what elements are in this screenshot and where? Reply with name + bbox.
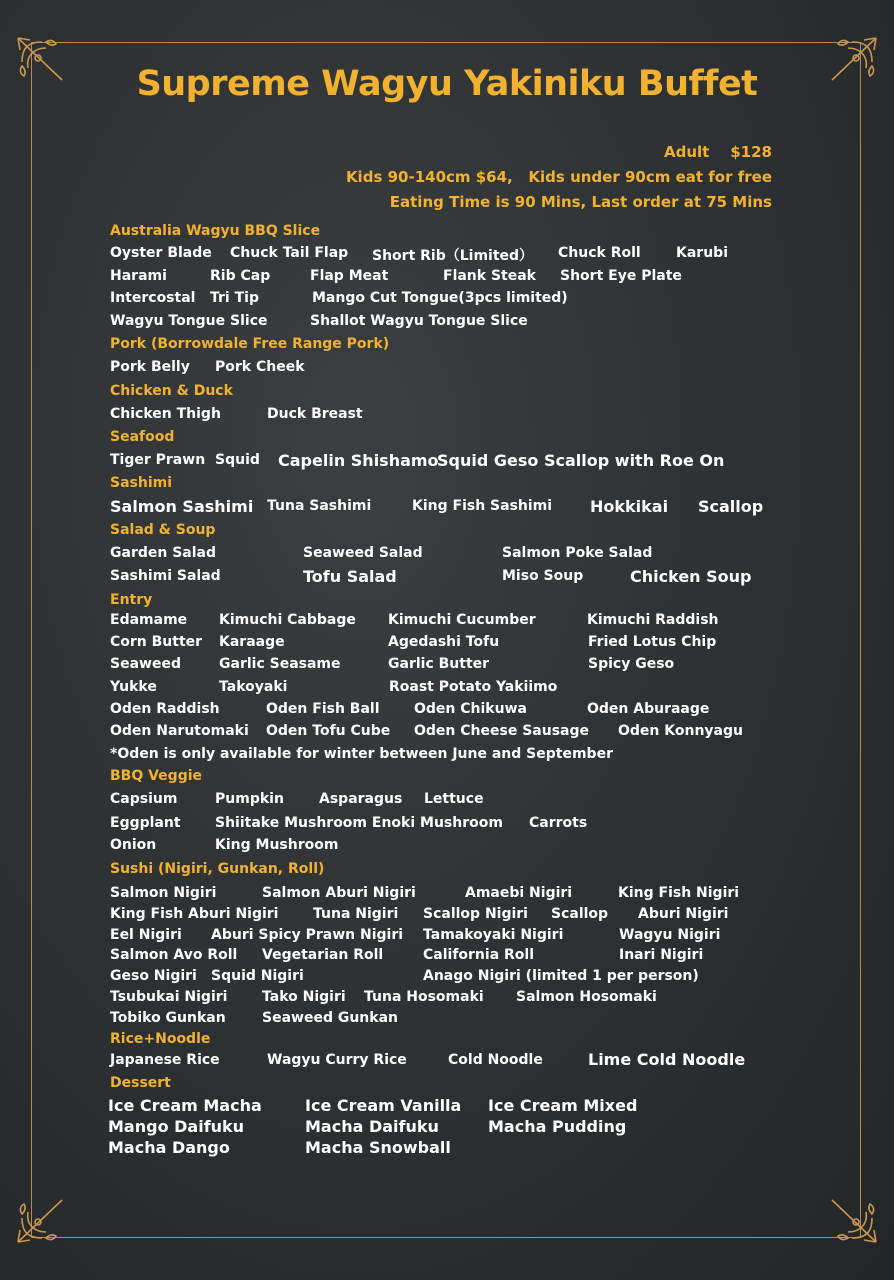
menu-item: Sashimi Salad (110, 568, 221, 584)
menu-item: Macha Dango (108, 1138, 230, 1157)
section-heading-chicken: Chicken & Duck (110, 383, 233, 399)
menu-item: Lettuce (424, 791, 484, 807)
menu-item: Spicy Geso (588, 656, 675, 672)
menu-item: Garden Salad (110, 545, 216, 561)
corner-ornament-icon (828, 1194, 878, 1244)
menu-item: Scallop Nigiri (423, 906, 528, 922)
menu-item: Tsubukai Nigiri (110, 989, 228, 1005)
menu-item: Aburi Spicy Prawn Nigiri (211, 927, 404, 943)
menu-item: Tuna Nigiri (313, 906, 399, 922)
menu-item: Intercostal (110, 290, 196, 306)
menu-item: Anago Nigiri (limited 1 per person) (423, 968, 699, 984)
menu-item: Eggplant (110, 815, 181, 831)
section-heading-veggie: BBQ Veggie (110, 768, 203, 784)
menu-item: Flank Steak (443, 268, 536, 284)
menu-item: Amaebi Nigiri (465, 885, 573, 901)
menu-item: Squid Geso (437, 451, 539, 470)
menu-item: Scallop with Roe On (544, 451, 725, 470)
menu-item: Edamame (110, 612, 188, 628)
menu-item: Salmon Avo Roll (110, 947, 238, 963)
menu-item: Karaage (219, 634, 285, 650)
menu-item: Squid Nigiri (211, 968, 304, 984)
menu-item: Oden Raddish (110, 701, 220, 717)
menu-item: Roast Potato Yakiimo (389, 679, 558, 695)
menu-item: Tobiko Gunkan (110, 1010, 226, 1026)
menu-item: Oden Konnyagu (618, 723, 743, 739)
menu-item: Karubi (676, 245, 728, 261)
menu-item: Capsium (110, 791, 178, 807)
menu-item: Carrots (529, 815, 588, 831)
menu-item: King Fish Nigiri (618, 885, 740, 901)
entry-note: *Oden is only available for winter between June and September (110, 746, 613, 762)
menu-item: Capelin Shishamo (278, 451, 439, 470)
menu-item: Shallot Wagyu Tongue Slice (310, 313, 528, 329)
menu-item: Oden Chikuwa (414, 701, 527, 717)
section-heading-sushi: Sushi (Nigiri, Gunkan, Roll) (110, 861, 325, 877)
menu-item: Shiitake Mushroom Enoki Mushroom (215, 815, 503, 831)
menu-item: Harami (110, 268, 167, 284)
menu-item: Seaweed (110, 656, 181, 672)
menu-item: Tako Nigiri (262, 989, 346, 1005)
menu-item: Tri Tip (210, 290, 259, 306)
menu-item: Corn Butter (110, 634, 203, 650)
menu-item: Yukke (110, 679, 157, 695)
menu-item: Seaweed Gunkan (262, 1010, 398, 1026)
menu-item: Aburi Nigiri (638, 906, 729, 922)
menu-item: Kimuchi Cabbage (219, 612, 356, 628)
section-heading-pork: Pork (Borrowdale Free Range Pork) (110, 336, 390, 352)
menu-item: Macha Daifuku (305, 1117, 439, 1136)
menu-item: Ice Cream Vanilla (305, 1096, 462, 1115)
price-kids: Kids 90-140cm $64, Kids under 90cm eat for free (345, 168, 772, 186)
menu-item: Salmon Sashimi (110, 497, 254, 516)
menu-item: Chicken Thigh (110, 406, 221, 422)
menu-item: Oden Aburaage (587, 701, 710, 717)
menu-item: Wagyu Tongue Slice (110, 313, 268, 329)
menu-item: Mango Daifuku (108, 1117, 245, 1136)
menu-item: Vegetarian Roll (262, 947, 384, 963)
menu-item: Wagyu Nigiri (619, 927, 721, 943)
menu-item: Pork Cheek (215, 359, 305, 375)
eating-time: Eating Time is 90 Mins, Last order at 75 Mins (389, 193, 772, 211)
menu-item: Scallop (698, 497, 764, 516)
menu-item: Duck Breast (267, 406, 363, 422)
menu-item: Squid (215, 452, 260, 468)
menu-item: Agedashi Tofu (388, 634, 500, 650)
menu-item: Inari Nigiri (619, 947, 704, 963)
menu-item: Macha Pudding (488, 1117, 627, 1136)
menu-item: King Fish Sashimi (412, 498, 553, 514)
menu-item: Miso Soup (502, 568, 584, 584)
section-heading-wagyu: Australia Wagyu BBQ Slice (110, 223, 321, 239)
menu-item: Kimuchi Cucumber (388, 612, 536, 628)
menu-item: Hokkikai (590, 497, 669, 516)
menu-item: Wagyu Curry Rice (267, 1052, 407, 1068)
price-adult: Adult $128 (664, 143, 772, 161)
menu-item: Onion (110, 837, 157, 853)
menu-item: Japanese Rice (110, 1052, 220, 1068)
menu-item: Macha Snowball (305, 1138, 451, 1157)
menu-item: Cold Noodle (448, 1052, 543, 1068)
menu-item: Tuna Sashimi (267, 498, 372, 514)
menu-item: Asparagus (319, 791, 403, 807)
menu-item: Eel Nigiri (110, 927, 182, 943)
menu-item: Tofu Salad (303, 567, 397, 586)
menu-item: Seaweed Salad (303, 545, 423, 561)
menu-item: Oyster Blade (110, 245, 212, 261)
menu-item: Garlic Butter (388, 656, 490, 672)
menu-item: King Fish Aburi Nigiri (110, 906, 279, 922)
menu-item: Lime Cold Noodle (588, 1050, 746, 1069)
corner-ornament-icon (16, 1194, 66, 1244)
section-heading-salad: Salad & Soup (110, 522, 216, 538)
section-heading-seafood: Seafood (110, 429, 175, 445)
menu-item: California Roll (423, 947, 535, 963)
menu-item: Oden Narutomaki (110, 723, 249, 739)
menu-item: Salmon Nigiri (110, 885, 217, 901)
menu-item: Chuck Tail Flap (230, 245, 349, 261)
menu-item: Pumpkin (215, 791, 284, 807)
menu-item: Salmon Hosomaki (516, 989, 657, 1005)
menu-item: Scallop (551, 906, 609, 922)
menu-item: Tiger Prawn (110, 452, 206, 468)
menu-item: Rib Cap (210, 268, 271, 284)
section-heading-sashimi: Sashimi (110, 475, 173, 491)
menu-title: Supreme Wagyu Yakiniku Buffet (136, 64, 758, 104)
menu-item: Chuck Roll (558, 245, 641, 261)
menu-item: Ice Cream Mixed (488, 1096, 638, 1115)
section-heading-rice: Rice+Noodle (110, 1031, 211, 1047)
section-heading-entry: Entry (110, 592, 153, 608)
menu-item: King Mushroom (215, 837, 339, 853)
menu-item: Takoyaki (219, 679, 288, 695)
menu-item: Garlic Seasame (219, 656, 341, 672)
menu-item: Oden Fish Ball (266, 701, 380, 717)
menu-item: Geso Nigiri (110, 968, 197, 984)
menu-item: Flap Meat (310, 268, 389, 284)
menu-item: Tuna Hosomaki (364, 989, 484, 1005)
menu-item: Kimuchi Raddish (587, 612, 719, 628)
menu-item: Ice Cream Macha (108, 1096, 262, 1115)
menu-item: Chicken Soup (630, 567, 752, 586)
menu-item: Pork Belly (110, 359, 190, 375)
menu-item: Salmon Poke Salad (502, 545, 653, 561)
menu-item: Short Rib（Limited） (372, 248, 534, 264)
menu-item: Oden Cheese Sausage (414, 723, 589, 739)
menu-item: Tamakoyaki Nigiri (423, 927, 564, 943)
section-heading-dessert: Dessert (110, 1075, 171, 1091)
menu-item: Fried Lotus Chip (588, 634, 717, 650)
menu-item: Short Eye Plate (560, 268, 682, 284)
menu-item: Oden Tofu Cube (266, 723, 391, 739)
menu-item: Salmon Aburi Nigiri (262, 885, 416, 901)
menu-item: Mango Cut Tongue(3pcs limited) (312, 290, 568, 306)
